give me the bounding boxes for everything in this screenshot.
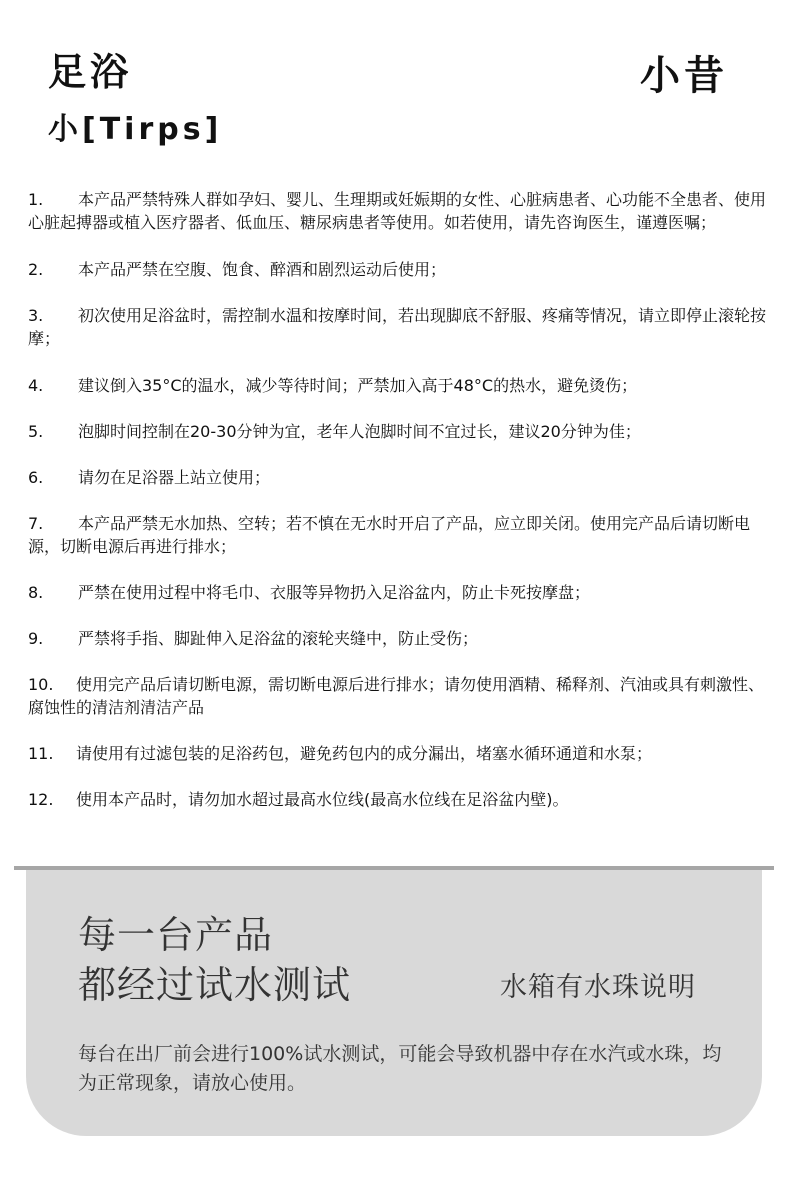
item-number: 11.: [28, 744, 54, 763]
precautions-list: [28, 188, 768, 811]
item-number: 5.: [28, 422, 44, 441]
panel-description: 每台在出厂前会进行100%试水测试，可能会导致机器中存在水汽或水珠，均为正常现象，请放心使用。: [78, 1043, 722, 1094]
panel-side-heading: 水箱有水珠说明: [500, 972, 696, 1003]
list-item: [28, 673, 768, 719]
item-number: 6.: [28, 468, 44, 487]
item-text: 建议倒入35°C的温水，减少等待时间；严禁加入高于48°C的热水，避免烫伤；: [78, 376, 638, 395]
list-item: [28, 742, 768, 765]
list-item: [28, 258, 768, 281]
item-text: 本产品严禁在空腹、饱食、醉酒和剧烈运动后使用；: [78, 260, 447, 279]
headline-line-1: 每一台产品: [78, 913, 274, 957]
item-number: 9.: [28, 629, 44, 648]
item-number: 3.: [28, 306, 44, 325]
item-number: 2.: [28, 260, 44, 279]
item-number: 10.: [28, 675, 54, 694]
item-number: 4.: [28, 376, 44, 395]
headline-line-2: 都经过试水测试: [78, 963, 352, 1007]
item-text: 泡脚时间控制在20-30分钟为宜，老年人泡脚时间不宜过长，建议20分钟为佳；: [78, 422, 641, 441]
list-item: [28, 188, 768, 234]
water-test-panel: [26, 870, 762, 1136]
list-item: [28, 374, 768, 397]
page-subtitle: 小[Tirps]: [48, 112, 223, 147]
list-item: [28, 420, 768, 443]
item-text: 使用本产品时，请勿加水超过最高水位线(最高水位线在足浴盆内壁)。: [76, 790, 569, 809]
item-text: 严禁将手指、脚趾伸入足浴盆的滚轮夹缝中，防止受伤；: [78, 629, 479, 648]
page-title: 足浴: [48, 50, 133, 94]
panel-headline: [78, 910, 351, 1010]
list-item: [28, 788, 768, 811]
list-item: [28, 304, 768, 350]
item-text: 请勿在足浴器上站立使用；: [78, 468, 271, 487]
item-number: 7.: [28, 514, 44, 533]
list-item: [28, 581, 768, 604]
item-text: 请使用有过滤包装的足浴药包，避免药包内的成分漏出，堵塞水循环通道和水泵；: [76, 744, 653, 763]
item-text: 本产品严禁无水加热、空转；若不慎在无水时开启了产品，应立即关闭。使用完产品后请切断电源，切断电源后再进行排水；: [28, 514, 751, 556]
item-text: 本产品严禁特殊人群如孕妇、婴儿、生理期或妊娠期的女性、心脏病患者、心功能不全患者、使用心脏起搏器或植入医疗器者、低血压、糖尿病患者等使用。如若使用，请先咨询医生，谨遵医嘱；: [28, 190, 767, 232]
list-item: [28, 466, 768, 489]
brand-logo: 小昔: [640, 52, 728, 99]
item-number: 12.: [28, 790, 54, 809]
list-item: [28, 627, 768, 650]
item-text: 使用完产品后请切断电源，需切断电源后进行排水；请勿使用酒精、稀释剂、汽油或具有刺激性、腐蚀性的清洁剂清洁产品: [28, 675, 765, 717]
item-number: 8.: [28, 583, 44, 602]
item-number: 1.: [28, 190, 44, 209]
list-item: [28, 512, 768, 558]
item-text: 初次使用足浴盆时，需控制水温和按摩时间，若出现脚底不舒服、疼痛等情况，请立即停止滚轮按摩；: [28, 306, 767, 348]
item-text: 严禁在使用过程中将毛巾、衣服等异物扔入足浴盆内，防止卡死按摩盘；: [78, 583, 591, 602]
